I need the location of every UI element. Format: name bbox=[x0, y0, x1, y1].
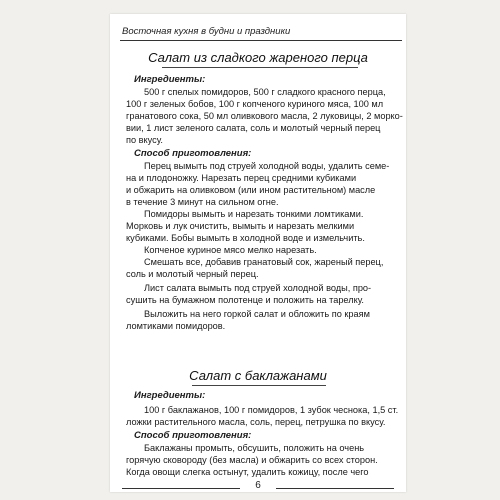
recipe-2-title-rule bbox=[192, 385, 326, 386]
recipe-1-title: Салат из сладкого жареного перца bbox=[148, 50, 368, 65]
method-line: Смешать все, добавив гранатовый сок, жареный перец, bbox=[144, 257, 384, 267]
method-line: Копченое куриное мясо мелко нарезать. bbox=[144, 245, 317, 255]
method-line: ломтиками помидоров. bbox=[126, 321, 226, 331]
ingredients-line: вии, 1 лист зеленого салата, соль и молотый черный перец bbox=[126, 123, 381, 133]
ingredients-line: ложки растительного масла, соль, перец, петрушка по вкусу. bbox=[126, 417, 386, 427]
method-line: Баклажаны промыть, обсушить, положить на очень bbox=[144, 443, 365, 453]
method-line: Выложить на него горкой салат и обложить по краям bbox=[144, 309, 370, 319]
method-line: Когда овощи слегка остынут, удалить кожицу, после чего bbox=[126, 467, 369, 477]
ingredients-line: 100 г зеленых бобов, 100 г копченого куриного мяса, 100 мл bbox=[126, 99, 384, 109]
recipe-2-method-label: Способ приготовления: bbox=[134, 430, 252, 441]
method-line: Морковь и лук очистить, вымыть и нарезать мелкими bbox=[126, 221, 355, 231]
method-line: и обжарить на оливковом (или ином растительном) масле bbox=[126, 185, 376, 195]
method-line: сушить на бумажном полотенце и положить на тарелку. bbox=[126, 295, 364, 305]
method-line: на и плодоножку. Нарезать перец средними кубиками bbox=[126, 173, 357, 183]
ingredients-line: по вкусу. bbox=[126, 135, 163, 145]
header-rule bbox=[120, 40, 402, 41]
method-line: соль и молотый черный перец. bbox=[126, 269, 259, 279]
recipe-2-ingredients-label: Ингредиенты: bbox=[134, 390, 206, 401]
recipe-2-title: Салат с баклажанами bbox=[189, 368, 327, 383]
method-line: в течение 3 минут на сильном огне. bbox=[126, 197, 279, 207]
recipe-1-title-rule bbox=[162, 67, 358, 68]
ingredients-line: 100 г баклажанов, 100 г помидоров, 1 зубок чеснока, 1,5 ст. bbox=[144, 405, 399, 415]
running-head: Восточная кухня в будни и праздники bbox=[122, 26, 291, 37]
book-page bbox=[110, 14, 406, 492]
ingredients-line: гранатового сока, 50 мл оливкового масла, 2 луковицы, 2 морко- bbox=[126, 111, 403, 121]
method-line: Помидоры вымыть и нарезать тонкими ломтиками. bbox=[144, 209, 364, 219]
method-line: Перец вымыть под струей холодной воды, удалить семе- bbox=[144, 161, 390, 171]
method-line: кубиками. Бобы вымыть в холодной воде и измельчить. bbox=[126, 233, 365, 243]
recipe-1-method-label: Способ приготовления: bbox=[134, 148, 252, 159]
page-number: 6 bbox=[255, 480, 261, 491]
recipe-1-ingredients-label: Ингредиенты: bbox=[134, 74, 206, 85]
method-line: горячую сковороду (без масла) и обжарить со всех сторон. bbox=[126, 455, 378, 465]
method-line: Лист салата вымыть под струей холодной воды, про- bbox=[144, 283, 372, 293]
ingredients-line: 500 г спелых помидоров, 500 г сладкого красного перца, bbox=[144, 87, 386, 97]
